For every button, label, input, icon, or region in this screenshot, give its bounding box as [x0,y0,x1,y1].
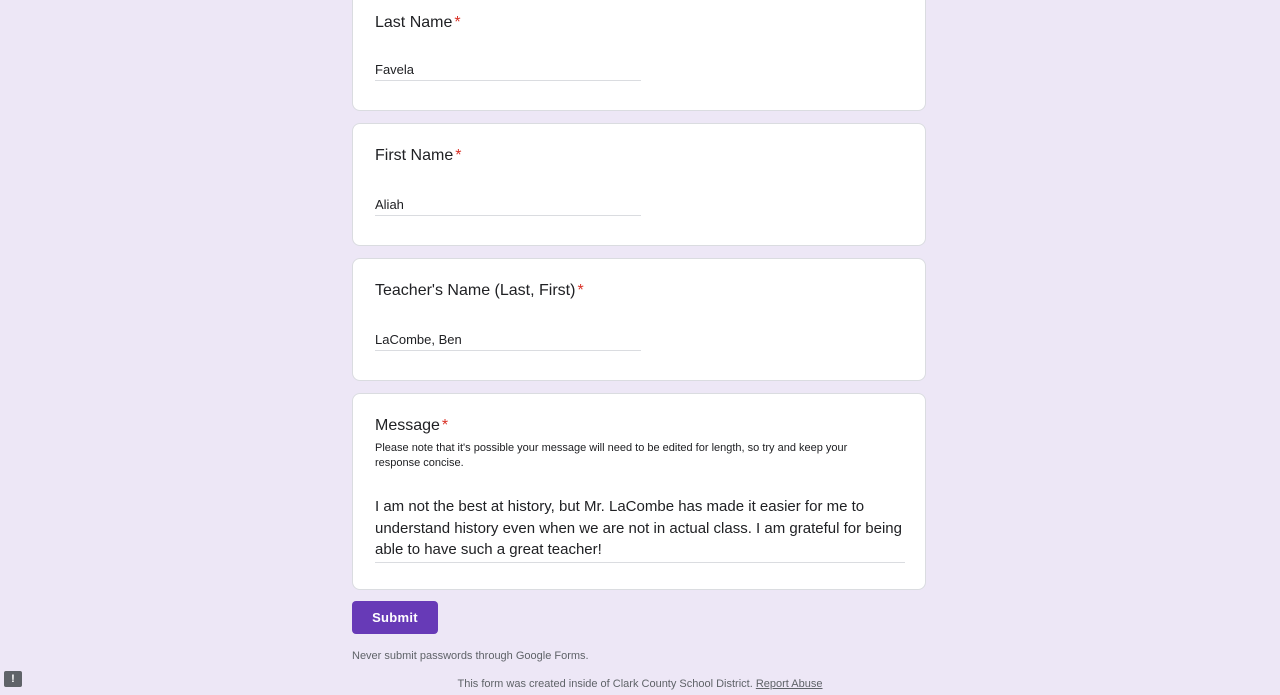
report-abuse-link[interactable]: Report Abuse [755,678,823,690]
exclamation-icon[interactable]: ! [4,671,22,687]
question-card-teacher-name [352,258,926,381]
required-asterisk: * [455,147,462,164]
password-warning: Never submit passwords through Google Forms. [352,650,589,662]
required-asterisk: * [454,14,461,31]
teacher-name-input[interactable] [375,329,641,351]
question-card-last-name [352,0,926,111]
last-name-input[interactable] [375,59,641,81]
question-title-last-name: Last Name * [375,14,461,31]
question-title-first-name: First Name * [375,147,462,164]
message-textarea[interactable] [375,496,905,563]
first-name-input[interactable] [375,194,641,216]
question-card-message [352,393,926,590]
question-title-teacher-name: Teacher's Name (Last, First) * [375,282,584,299]
required-asterisk: * [577,282,584,299]
required-asterisk: * [441,417,449,434]
question-card-first-name [352,123,926,246]
footer [0,678,1280,690]
question-description-message: Please note that it's possible your message will need to be edited for length, so try and keep your response concise. [375,442,848,469]
question-title-message: Message * [375,417,449,434]
footer-text: This form was created inside of Clark County School District. [457,678,753,690]
submit-button[interactable]: Submit [352,601,438,634]
